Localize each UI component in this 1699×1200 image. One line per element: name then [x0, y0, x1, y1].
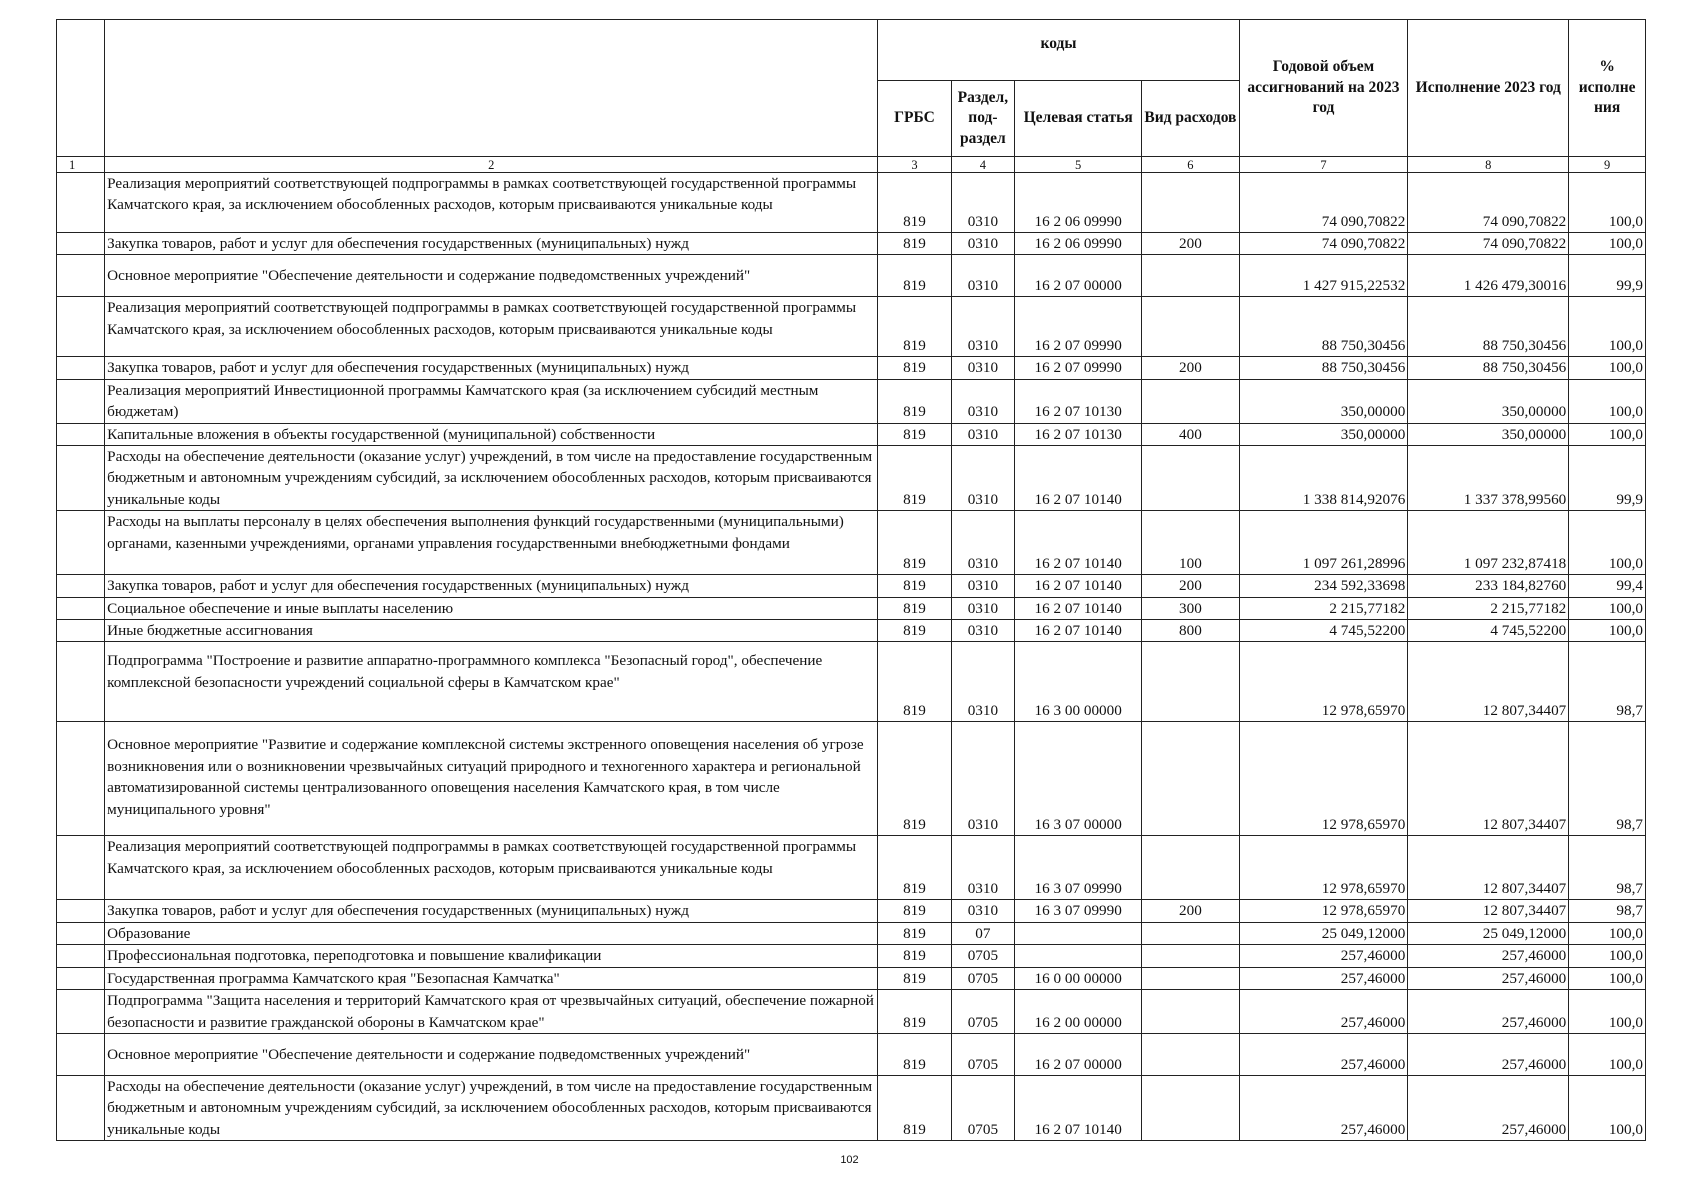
row-section: 0705: [951, 1033, 1015, 1075]
row-target: 16 2 07 00000: [1015, 1033, 1142, 1075]
row-section: 0310: [951, 511, 1015, 575]
row-pct: 98,7: [1569, 722, 1646, 836]
row-grbs: 819: [878, 922, 951, 944]
row-exec: 1 426 479,30016: [1408, 255, 1569, 297]
row-exec: 4 745,52200: [1408, 620, 1569, 642]
row-section: 0310: [951, 597, 1015, 619]
row-annual: 350,00000: [1239, 379, 1408, 423]
row-type: [1142, 297, 1240, 357]
row-grbs: 819: [878, 233, 951, 255]
row-section: 0310: [951, 642, 1015, 722]
table-row: [57, 1033, 1646, 1075]
row-pct: 100,0: [1569, 233, 1646, 255]
row-grbs: 819: [878, 642, 951, 722]
row-annual: 88 750,30456: [1239, 297, 1408, 357]
row-exec: 350,00000: [1408, 423, 1569, 445]
row-exec: 257,46000: [1408, 967, 1569, 989]
row-exec: 12 807,34407: [1408, 836, 1569, 900]
row-name: Основное мероприятие "Обеспечение деятельности и содержание подведомственных учреждений": [105, 1033, 878, 1075]
row-grbs: 819: [878, 357, 951, 379]
row-target: 16 2 07 10140: [1015, 620, 1142, 642]
row-grbs: 819: [878, 1075, 951, 1140]
row-pct: 100,0: [1569, 1033, 1646, 1075]
row-target: 16 2 07 10140: [1015, 575, 1142, 597]
row-grbs: 819: [878, 511, 951, 575]
row-annual: 12 978,65970: [1239, 836, 1408, 900]
row-target: 16 2 06 09990: [1015, 233, 1142, 255]
row-pct: 100,0: [1569, 620, 1646, 642]
row-type: [1142, 967, 1240, 989]
row-exec: 1 337 378,99560: [1408, 446, 1569, 511]
row-name: Расходы на выплаты персоналу в целях обеспечения выполнения функций государственными (муниципальными) органами, казенными учреждениями, органами управления государственными внебюджетными фондами: [105, 511, 878, 575]
row-pct: 100,0: [1569, 922, 1646, 944]
row-type: 100: [1142, 511, 1240, 575]
header-section: Раздел, под-раздел: [951, 81, 1015, 157]
row-target: 16 2 07 09990: [1015, 297, 1142, 357]
row-exec: 25 049,12000: [1408, 922, 1569, 944]
row-grbs: 819: [878, 990, 951, 1034]
column-number: 1: [57, 157, 105, 173]
header-target: Целевая статья: [1015, 81, 1142, 157]
row-type: [1142, 379, 1240, 423]
row-section: 0705: [951, 1075, 1015, 1140]
column-number: 5: [1015, 157, 1142, 173]
row-name: Закупка товаров, работ и услуг для обеспечения государственных (муниципальных) нужд: [105, 900, 878, 922]
header-blank-col2: [105, 20, 878, 157]
row-target: 16 2 07 10130: [1015, 423, 1142, 445]
row-pct: 99,9: [1569, 255, 1646, 297]
row-annual: 257,46000: [1239, 967, 1408, 989]
row-type: [1142, 722, 1240, 836]
row-exec: 233 184,82760: [1408, 575, 1569, 597]
row-grbs: 819: [878, 900, 951, 922]
row-pct: 100,0: [1569, 511, 1646, 575]
row-exec: 74 090,70822: [1408, 233, 1569, 255]
row-pct: 100,0: [1569, 990, 1646, 1034]
row-section: 0310: [951, 900, 1015, 922]
header-annual: Годовой объем ассигнований на 2023 год: [1239, 20, 1408, 157]
table-row: [57, 722, 1646, 836]
row-section: 0310: [951, 297, 1015, 357]
row-grbs: 819: [878, 575, 951, 597]
row-target: 16 2 07 09990: [1015, 357, 1142, 379]
row-pct: 100,0: [1569, 967, 1646, 989]
row-pct: 98,7: [1569, 900, 1646, 922]
row-grbs: 819: [878, 297, 951, 357]
row-target: 16 2 07 00000: [1015, 255, 1142, 297]
row-type: [1142, 990, 1240, 1034]
row-annual: 257,46000: [1239, 945, 1408, 967]
row-section: 0310: [951, 575, 1015, 597]
row-grbs: 819: [878, 379, 951, 423]
row-name: Расходы на обеспечение деятельности (оказание услуг) учреждений, в том числе на предоставление государственным бюджетным и автономным учреждениям субсидий, за исключением обособленных расходов, которым присваиваются уникальные коды: [105, 1075, 878, 1140]
row-grbs: 819: [878, 722, 951, 836]
row-name: Иные бюджетные ассигнования: [105, 620, 878, 642]
row-grbs: 819: [878, 255, 951, 297]
row-name: Реализация мероприятий Инвестиционной программы Камчатского края (за исключением субсидий местным бюджетам): [105, 379, 878, 423]
row-section: 0310: [951, 423, 1015, 445]
row-pct: 99,9: [1569, 446, 1646, 511]
row-target: 16 3 07 00000: [1015, 722, 1142, 836]
row-target: 16 2 07 10140: [1015, 1075, 1142, 1140]
row-target: 16 2 07 10130: [1015, 379, 1142, 423]
row-pct: 100,0: [1569, 379, 1646, 423]
row-annual: 1 338 814,92076: [1239, 446, 1408, 511]
table-row: [57, 446, 1646, 511]
budget-execution-table: [56, 19, 1646, 1141]
table-row: [57, 379, 1646, 423]
header-row-top: [57, 20, 1646, 81]
row-pct: 100,0: [1569, 297, 1646, 357]
row-name: Социальное обеспечение и иные выплаты населению: [105, 597, 878, 619]
row-exec: 257,46000: [1408, 990, 1569, 1034]
header-blank-col1: [57, 20, 105, 157]
row-annual: 2 215,77182: [1239, 597, 1408, 619]
row-grbs: 819: [878, 597, 951, 619]
row-annual: 12 978,65970: [1239, 900, 1408, 922]
header-percent: % исполне ния: [1569, 20, 1646, 157]
row-section: 0705: [951, 990, 1015, 1034]
column-number: 9: [1569, 157, 1646, 173]
row-grbs: 819: [878, 620, 951, 642]
table-row: [57, 597, 1646, 619]
row-annual: 25 049,12000: [1239, 922, 1408, 944]
table-row: [57, 836, 1646, 900]
row-section: 0310: [951, 357, 1015, 379]
row-type: [1142, 1075, 1240, 1140]
row-exec: 257,46000: [1408, 945, 1569, 967]
row-target: 16 2 07 10140: [1015, 446, 1142, 511]
row-section: 0705: [951, 945, 1015, 967]
row-annual: 1 097 261,28996: [1239, 511, 1408, 575]
row-target: 16 3 00 00000: [1015, 642, 1142, 722]
row-annual: 88 750,30456: [1239, 357, 1408, 379]
row-exec: 257,46000: [1408, 1075, 1569, 1140]
row-pct: 100,0: [1569, 945, 1646, 967]
row-name: Реализация мероприятий соответствующей подпрограммы в рамках соответствующей государственной программы Камчатского края, за исключением обособленных расходов, которым присваиваются уникальные коды: [105, 836, 878, 900]
row-name: Капитальные вложения в объекты государственной (муниципальной) собственности: [105, 423, 878, 445]
row-type: [1142, 922, 1240, 944]
row-exec: 88 750,30456: [1408, 297, 1569, 357]
row-grbs: 819: [878, 836, 951, 900]
row-type: [1142, 836, 1240, 900]
row-target: [1015, 945, 1142, 967]
row-pct: 100,0: [1569, 1075, 1646, 1140]
row-pct: 100,0: [1569, 357, 1646, 379]
row-grbs: 819: [878, 1033, 951, 1075]
table-row: [57, 1075, 1646, 1140]
row-pct: 99,4: [1569, 575, 1646, 597]
row-section: 0310: [951, 233, 1015, 255]
row-exec: 2 215,77182: [1408, 597, 1569, 619]
row-name: Реализация мероприятий соответствующей подпрограммы в рамках соответствующей государственной программы Камчатского края, за исключением обособленных расходов, которым присваиваются уникальные коды: [105, 297, 878, 357]
row-pct: 100,0: [1569, 597, 1646, 619]
row-type: [1142, 642, 1240, 722]
column-number-row: [57, 157, 1646, 173]
table-row: [57, 922, 1646, 944]
row-name: Профессиональная подготовка, переподготовка и повышение квалификации: [105, 945, 878, 967]
row-target: [1015, 922, 1142, 944]
row-section: 0310: [951, 836, 1015, 900]
row-annual: 12 978,65970: [1239, 642, 1408, 722]
row-name: Образование: [105, 922, 878, 944]
row-exec: 350,00000: [1408, 379, 1569, 423]
row-type: [1142, 173, 1240, 233]
table-row: [57, 575, 1646, 597]
row-type: [1142, 255, 1240, 297]
page-number: 102: [840, 1154, 859, 1166]
row-grbs: 819: [878, 967, 951, 989]
row-section: 0310: [951, 446, 1015, 511]
row-type: [1142, 1033, 1240, 1075]
row-name: Государственная программа Камчатского края "Безопасная Камчатка": [105, 967, 878, 989]
row-name: Подпрограмма "Защита населения и территорий Камчатского края от чрезвычайных ситуаций, обеспечение пожарной безопасности и развитие гражданской обороны в Камчатском крае": [105, 990, 878, 1034]
table-row: [57, 357, 1646, 379]
table-row: [57, 423, 1646, 445]
row-name: Подпрограмма "Построение и развитие аппаратно-программного комплекса "Безопасный город", обеспечение комплексной безопасности учреждений социальной сферы в Камчатском крае": [105, 642, 878, 722]
table-row: [57, 511, 1646, 575]
row-exec: 12 807,34407: [1408, 900, 1569, 922]
header-grbs: ГРБС: [878, 81, 951, 157]
row-grbs: 819: [878, 945, 951, 967]
row-annual: 350,00000: [1239, 423, 1408, 445]
row-section: 0310: [951, 173, 1015, 233]
table-row: [57, 642, 1646, 722]
row-annual: 257,46000: [1239, 1033, 1408, 1075]
row-annual: 74 090,70822: [1239, 233, 1408, 255]
row-type: 200: [1142, 900, 1240, 922]
row-name: Основное мероприятие "Развитие и содержание комплексной системы экстренного оповещения населения об угрозе возникновения или о возникновении чрезвычайных ситуаций природного и техногенного характера и региональной автоматизированной системы централизованного оповещения населения Камчатского края, в том числе муниципального уровня": [105, 722, 878, 836]
row-annual: 4 745,52200: [1239, 620, 1408, 642]
row-section: 0705: [951, 967, 1015, 989]
row-exec: 12 807,34407: [1408, 642, 1569, 722]
row-type: 800: [1142, 620, 1240, 642]
row-target: 16 3 07 09990: [1015, 836, 1142, 900]
column-number: 8: [1408, 157, 1569, 173]
row-grbs: 819: [878, 446, 951, 511]
row-section: 0310: [951, 379, 1015, 423]
row-target: 16 2 07 10140: [1015, 511, 1142, 575]
row-pct: 100,0: [1569, 173, 1646, 233]
header-execution: Исполнение 2023 год: [1408, 20, 1569, 157]
row-type: 200: [1142, 233, 1240, 255]
row-type: 200: [1142, 357, 1240, 379]
row-type: 300: [1142, 597, 1240, 619]
table-row: [57, 255, 1646, 297]
row-pct: 98,7: [1569, 642, 1646, 722]
table-row: [57, 967, 1646, 989]
row-type: 400: [1142, 423, 1240, 445]
row-grbs: 819: [878, 173, 951, 233]
table-row: [57, 900, 1646, 922]
header-codes: коды: [878, 20, 1239, 81]
row-exec: 257,46000: [1408, 1033, 1569, 1075]
table-row: [57, 990, 1646, 1034]
row-type: [1142, 446, 1240, 511]
row-section: 07: [951, 922, 1015, 944]
row-section: 0310: [951, 255, 1015, 297]
row-target: 16 0 00 00000: [1015, 967, 1142, 989]
table-row: [57, 173, 1646, 233]
row-annual: 257,46000: [1239, 1075, 1408, 1140]
column-number: 6: [1142, 157, 1240, 173]
row-name: Закупка товаров, работ и услуг для обеспечения государственных (муниципальных) нужд: [105, 575, 878, 597]
row-type: 200: [1142, 575, 1240, 597]
row-pct: 100,0: [1569, 423, 1646, 445]
row-target: 16 2 06 09990: [1015, 173, 1142, 233]
row-target: 16 2 07 10140: [1015, 597, 1142, 619]
table-row: [57, 945, 1646, 967]
row-pct: 98,7: [1569, 836, 1646, 900]
column-number: 3: [878, 157, 951, 173]
row-type: [1142, 945, 1240, 967]
row-grbs: 819: [878, 423, 951, 445]
row-exec: 88 750,30456: [1408, 357, 1569, 379]
row-name: Основное мероприятие "Обеспечение деятельности и содержание подведомственных учреждений": [105, 255, 878, 297]
row-exec: 12 807,34407: [1408, 722, 1569, 836]
row-annual: 257,46000: [1239, 990, 1408, 1034]
column-number: 7: [1239, 157, 1408, 173]
table-row: [57, 620, 1646, 642]
row-name: Реализация мероприятий соответствующей подпрограммы в рамках соответствующей государственной программы Камчатского края, за исключением обособленных расходов, которым присваиваются уникальные коды: [105, 173, 878, 233]
row-name: Расходы на обеспечение деятельности (оказание услуг) учреждений, в том числе на предоставление государственным бюджетным и автономным учреждениям субсидий, за исключением обособленных расходов, которым присваиваются уникальные коды: [105, 446, 878, 511]
table-row: [57, 233, 1646, 255]
row-target: 16 3 07 09990: [1015, 900, 1142, 922]
column-number: 4: [951, 157, 1015, 173]
row-exec: 1 097 232,87418: [1408, 511, 1569, 575]
column-number: 2: [105, 157, 878, 173]
row-name: Закупка товаров, работ и услуг для обеспечения государственных (муниципальных) нужд: [105, 357, 878, 379]
row-section: 0310: [951, 722, 1015, 836]
row-annual: 234 592,33698: [1239, 575, 1408, 597]
row-annual: 12 978,65970: [1239, 722, 1408, 836]
row-name: Закупка товаров, работ и услуг для обеспечения государственных (муниципальных) нужд: [105, 233, 878, 255]
row-target: 16 2 00 00000: [1015, 990, 1142, 1034]
table-row: [57, 297, 1646, 357]
header-expense-type: Вид расходов: [1142, 81, 1240, 157]
row-exec: 74 090,70822: [1408, 173, 1569, 233]
row-section: 0310: [951, 620, 1015, 642]
row-annual: 1 427 915,22532: [1239, 255, 1408, 297]
row-annual: 74 090,70822: [1239, 173, 1408, 233]
